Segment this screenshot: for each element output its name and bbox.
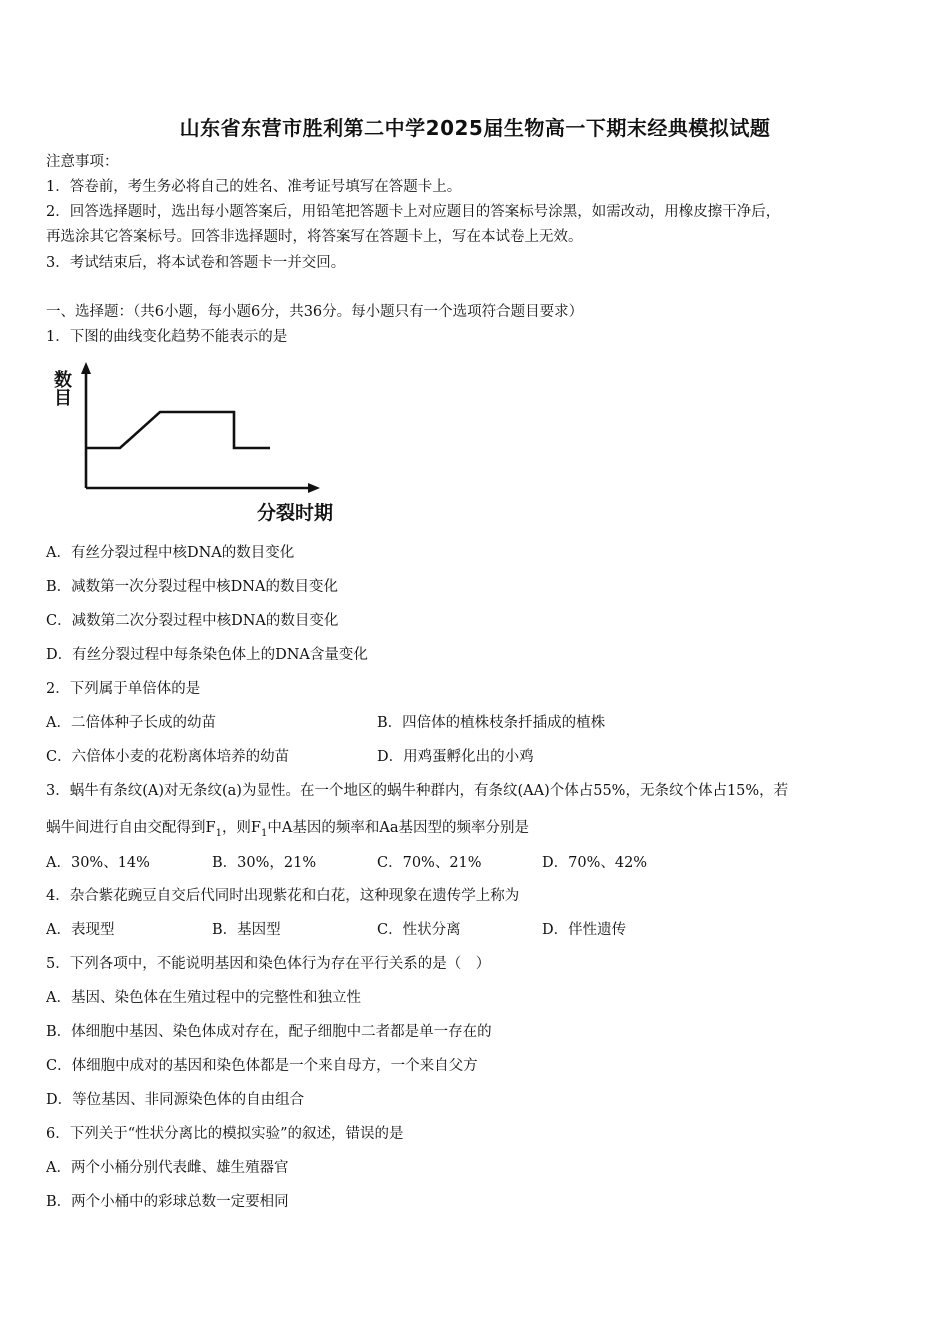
q4-option-b: B．基因型 <box>212 922 281 938</box>
q3-option-c: C．70%、21% <box>377 855 482 871</box>
q2-option-c: C．六倍体小麦的花粉离体培养的幼苗 <box>46 749 290 765</box>
q3-stem-part: 中A基因的频率和Aa基因型的频率分别是 <box>267 820 529 836</box>
q4-option-a: A．表现型 <box>46 922 115 938</box>
q1-figure <box>52 360 352 525</box>
q4-option-c: C．性状分离 <box>377 922 461 938</box>
q3-option-a: A．30%、14% <box>46 855 150 871</box>
question-2-stem: 2．下列属于单倍体的是 <box>46 681 201 697</box>
x-axis-arrow <box>308 483 320 493</box>
y-axis-label-char: 数 <box>54 370 72 391</box>
y-axis-label <box>54 369 72 409</box>
notice-item: 1．答卷前，考生务必将自己的姓名、准考证号填写在答题卡上。 <box>46 179 462 195</box>
y-axis-label-char: 目 <box>54 388 72 409</box>
q3-subscript: 1 <box>215 827 222 839</box>
q3-option-b: B．30%，21% <box>212 855 317 871</box>
q3-stem-part: 蜗牛间进行自由交配得到F <box>46 820 216 836</box>
q5-option-b: B．体细胞中基因、染色体成对存在，配子细胞中二者都是单一存在的 <box>46 1024 492 1040</box>
q2-option-a: A．二倍体种子长成的幼苗 <box>46 715 216 731</box>
question-4-stem: 4．杂合紫花豌豆自交后代同时出现紫花和白花，这种现象在遗传学上称为 <box>46 888 520 904</box>
q1-option-c: C．减数第二次分裂过程中核DNA的数目变化 <box>46 613 339 629</box>
q4-option-d: D．伴性遗传 <box>542 922 627 938</box>
q5-option-c: C．体细胞中成对的基因和染色体都是一个来自母方，一个来自父方 <box>46 1058 478 1074</box>
notice-heading: 注意事项： <box>46 154 119 170</box>
notice-item: 3．考试结束后，将本试卷和答题卡一并交回。 <box>46 255 346 271</box>
q2-option-d: D．用鸡蛋孵化出的小鸡 <box>377 749 534 765</box>
q1-option-d: D．有丝分裂过程中每条染色体上的DNA含量变化 <box>46 647 368 663</box>
q6-option-a: A．两个小桶分别代表雌、雄生殖器官 <box>46 1160 289 1176</box>
q1-option-a: A．有丝分裂过程中核DNA的数目变化 <box>46 545 295 561</box>
q3-option-d: D．70%、42% <box>542 855 648 871</box>
q2-option-b: B．四倍体的植株枝条扦插成的植株 <box>377 715 606 731</box>
y-axis-arrow <box>81 362 91 374</box>
q3-stem-part: ，则F <box>221 820 261 836</box>
question-3-stem: 3．蜗牛有条纹(A)对无条纹(a)为显性。在一个地区的蜗牛种群内，有条纹(AA)个体占55%，无条纹个体占15%，若 <box>46 783 789 799</box>
section-heading: 一、选择题：（共6小题，每小题6分，共36分。每小题只有一个选项符合题目要求） <box>46 304 584 320</box>
question-3-stem-cont <box>46 818 529 844</box>
q3-subscript: 1 <box>261 827 268 839</box>
notice-item: 2．回答选择题时，选出每小题答案后，用铅笔把答题卡上对应题目的答案标号涂黑，如需改动，用橡皮擦干净后， <box>46 204 781 220</box>
q1-option-b: B．减数第一次分裂过程中核DNA的数目变化 <box>46 579 338 595</box>
question-1-stem: 1．下图的曲线变化趋势不能表示的是 <box>46 329 288 345</box>
x-axis-label: 分裂时期 <box>257 502 334 524</box>
question-5-stem: 5．下列各项中，不能说明基因和染色体行为存在平行关系的是（ ） <box>46 956 491 972</box>
step-curve-graph <box>52 360 352 525</box>
q5-option-d: D．等位基因、非同源染色体的自由组合 <box>46 1092 305 1108</box>
question-6-stem: 6．下列关于“性状分离比的模拟实验”的叙述，错误的是 <box>46 1126 404 1142</box>
page-title: 山东省东营市胜利第二中学2025届生物高一下期末经典模拟试题 <box>179 116 771 140</box>
q6-option-b: B．两个小桶中的彩球总数一定要相同 <box>46 1194 289 1210</box>
curve-line <box>86 412 270 448</box>
notice-item: 再选涂其它答案标号。回答非选择题时，将答案写在答题卡上，写在本试卷上无效。 <box>46 229 583 245</box>
q5-option-a: A．基因、染色体在生殖过程中的完整性和独立性 <box>46 990 361 1006</box>
